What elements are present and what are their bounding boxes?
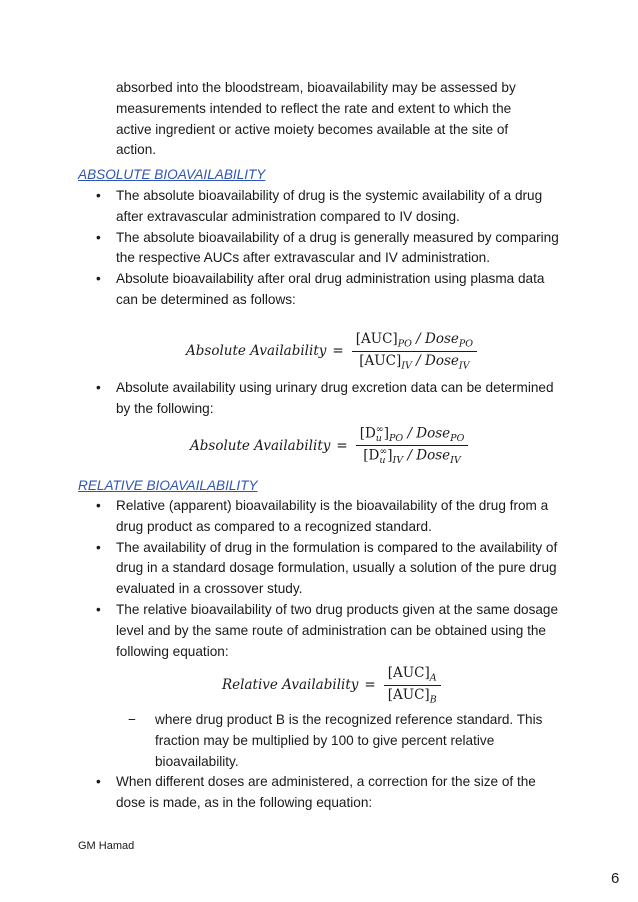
equation-absolute-urinary — [190, 424, 468, 467]
equation-relative — [222, 664, 441, 706]
equation-lhs: Absolute Availability — [190, 437, 331, 454]
list-item — [96, 600, 566, 662]
intro-line: absorbed into the bloodstream, bioavailability may be assessed by — [116, 80, 516, 95]
bullet-icon: • — [96, 539, 101, 555]
bullet-icon: • — [96, 188, 101, 203]
bullet-text: The relative bioavailability of two drug products given at the same dosage level and by the same route of administration can be obtained using the following equation: — [116, 601, 559, 659]
equation-equals: = — [336, 437, 348, 454]
fraction-numerator: [D ∞ u ]$_{PO}$ / Dose$_{PO}$ — [359, 424, 465, 445]
equation-fraction — [356, 424, 469, 467]
heading-absolute-bioavailability: ABSOLUTE BIOAVAILABILITY — [78, 167, 266, 182]
fraction-denominator: $[AUC]_{IV}$ / Dose$_{IV}$ — [359, 352, 470, 372]
list-item — [96, 269, 566, 311]
list-item — [96, 186, 566, 228]
list-item — [96, 378, 566, 420]
heading-relative-bioavailability: RELATIVE BIOAVAILABILITY — [78, 478, 258, 493]
fraction-numerator: $[AUC]_{PO}$ / Dose$_{PO}$ — [355, 331, 474, 350]
bullet-text: The absolute bioavailability of a drug is generally measured by comparing the respective AUCs after extravascular and IV administration. — [116, 229, 559, 266]
equation-fraction — [384, 664, 441, 706]
equation-fraction — [352, 330, 477, 372]
equation-equals: = — [332, 343, 344, 360]
bullet-icon: • — [96, 380, 101, 395]
relative-bullets-group-2 — [96, 772, 566, 814]
footer-author: GM Hamad — [78, 840, 135, 852]
bullet-icon: • — [96, 601, 101, 617]
bullet-text: Relative (apparent) bioavailability is the bioavailability of the drug from a drug product as compared to a recognized standard. — [116, 498, 549, 534]
intro-line: measurements intended to reflect the rate and extent to which the — [116, 100, 512, 116]
bullet-icon: • — [96, 498, 101, 513]
equation-lhs: Relative Availability — [222, 677, 359, 694]
bullet-text: Absolute bioavailability after oral drug administration using plasma data can be determined as follows: — [116, 271, 545, 307]
bullet-text: The availability of drug in the formulation is compared to the availability of drug in a standard dosage formulation, usually a solution of the pure drug evaluated in a crossover study. — [116, 539, 558, 597]
intro-paragraph — [116, 78, 556, 161]
page-number: 6 — [611, 870, 620, 887]
bullet-icon: • — [96, 271, 101, 287]
bullet-text: When different doses are administered, a correction for the size of the dose is made, as in the following equation: — [116, 774, 536, 810]
list-item — [96, 538, 566, 600]
intro-line: active ingredient or active moiety becomes available at the site of — [116, 121, 509, 137]
list-item — [96, 228, 566, 270]
absolute-bullets-group-1 — [96, 186, 566, 311]
bullet-text: Absolute availability using urinary drug excretion data can be determined by the following: — [116, 380, 554, 416]
absolute-bullets-group-2 — [96, 378, 566, 420]
bullet-icon: • — [96, 229, 101, 245]
equation-absolute-plasma — [186, 330, 477, 372]
list-item — [96, 772, 566, 814]
list-item — [96, 496, 566, 538]
fraction-denominator: [D ∞ u ]$_{IV}$ / Dose$_{IV}$ — [363, 446, 461, 467]
equation-lhs: Absolute Availability — [186, 343, 327, 360]
fraction-numerator: $[AUC]_A$ — [387, 665, 437, 684]
relative-bullets-group-1 — [96, 496, 566, 662]
dash-list-item — [128, 710, 548, 772]
fraction-denominator: $[AUC]_B$ — [387, 686, 437, 706]
bullet-text: The absolute bioavailability of drug is the systemic availability of a drug after extravascular administration compared to IV dosing. — [116, 188, 543, 224]
equation-equals: = — [364, 677, 376, 694]
bullet-icon: • — [96, 774, 101, 789]
dash-text: where drug product B is the recognized reference standard. This fraction may be multiplied by 100 to give percent relative bioavailability. — [155, 712, 543, 769]
dash-icon: − — [128, 712, 136, 727]
intro-line: action. — [116, 142, 157, 158]
